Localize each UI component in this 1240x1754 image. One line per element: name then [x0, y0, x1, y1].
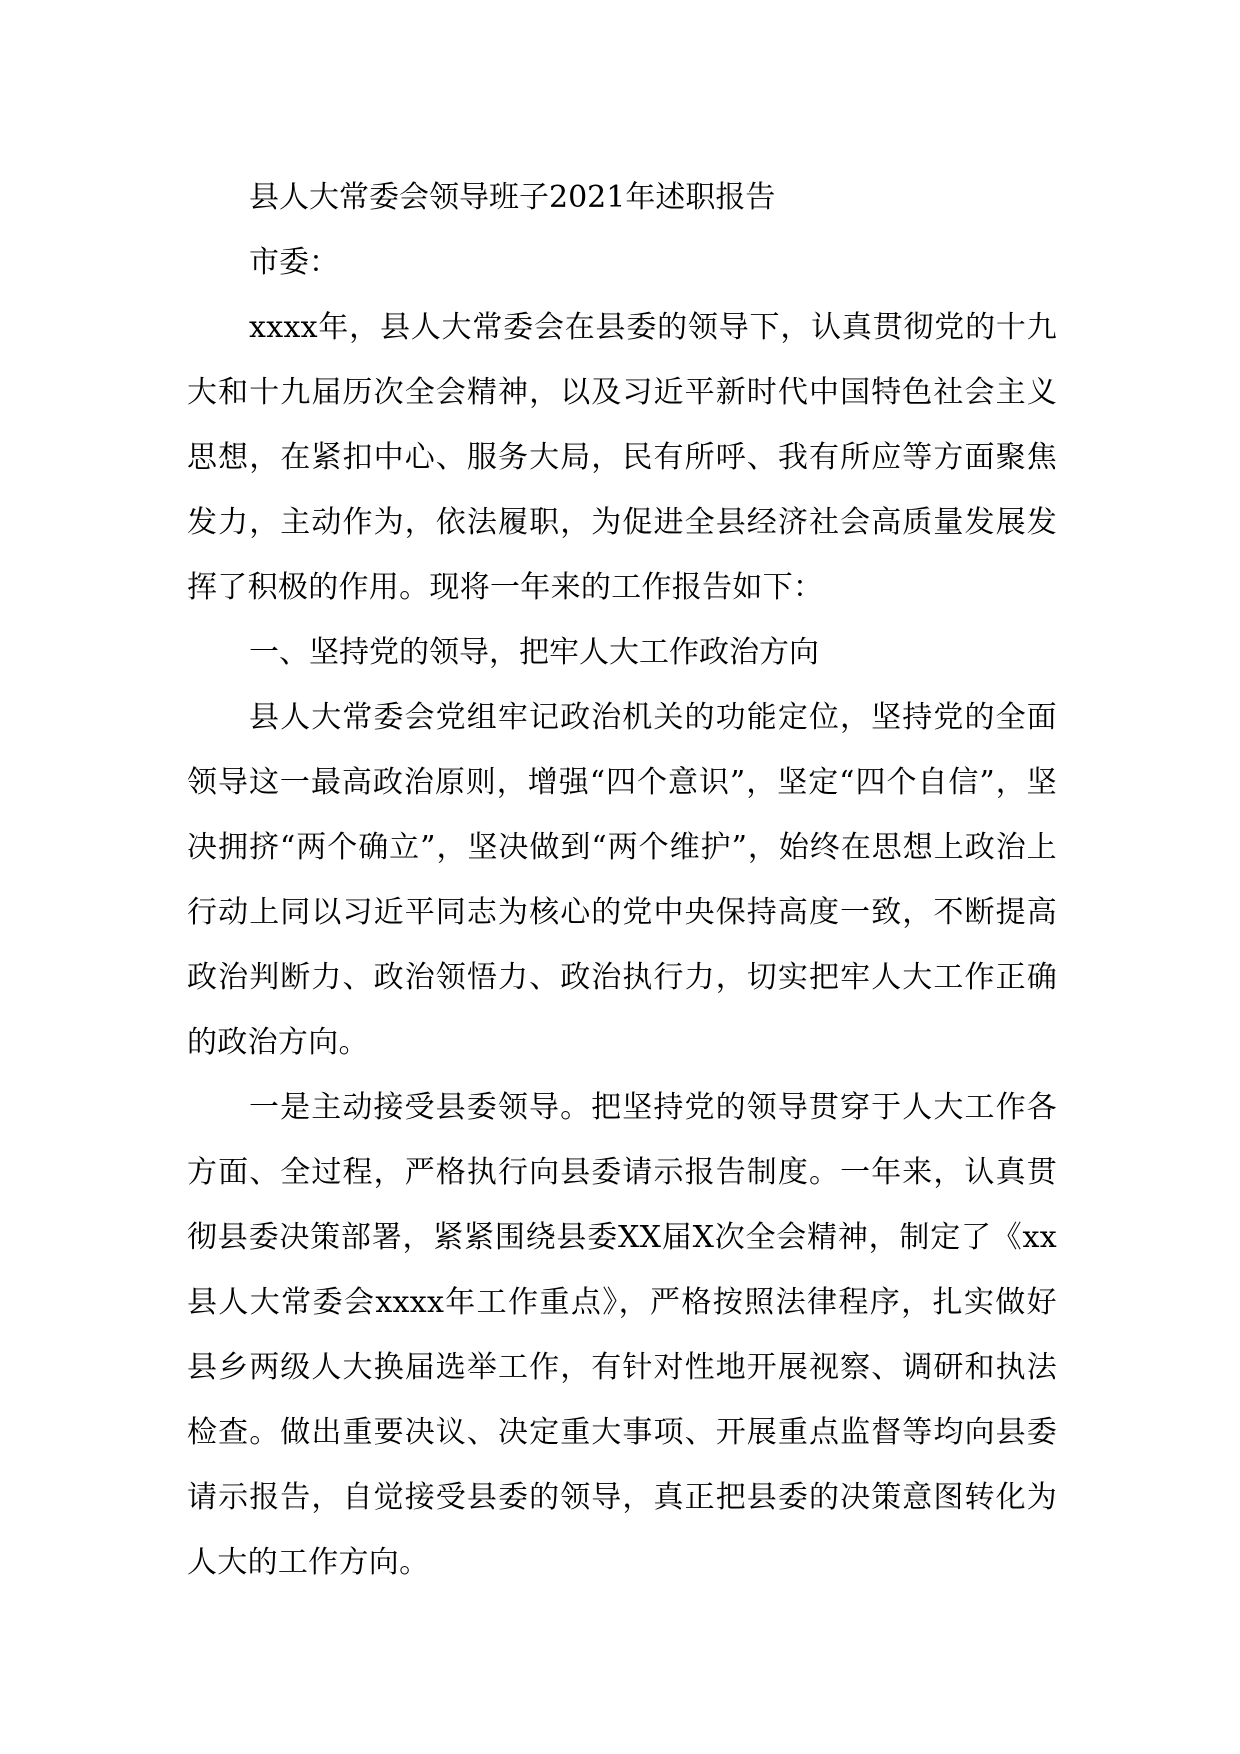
salutation: 市委： [249, 245, 339, 280]
paragraph-section-1: 县人大常委会党组牢记政治机关的功能定位，坚持党的全面领导这一最高政治原则，增强“四个意识”，坚定“四个自信”，坚决拥挤“两个确立”，坚决做到“两个维护”，始终在思想上政治上行动上同以习近平同志为核心的党中央保持高度一致，不断提高政治判断力、政治领悟力、政治执行力，切实把牢人大工作正确的政治方向。 [187, 700, 1057, 1060]
document-title: 县人大常委会领导班子2021年述职报告 [249, 180, 776, 215]
paragraph-intro: xxxx年，县人大常委会在县委的领导下，认真贯彻党的十九大和十九届历次全会精神，以及习近平新时代中国特色社会主义思想，在紧扣中心、服务大局，民有所呼、我有所应等方面聚焦发力，主动作为，依法履职，为促进全县经济社会高质量发展发挥了积极的作用。现将一年来的工作报告如下： [187, 310, 1057, 605]
document-body [187, 165, 1057, 1595]
paragraph-point-1: 一是主动接受县委领导。把坚持党的领导贯穿于人大工作各方面、全过程，严格执行向县委请示报告制度。一年来，认真贯彻县委决策部署，紧紧围绕县委XX届X次全会精神，制定了《xx县人大常委会xxxx年工作重点》，严格按照法律程序，扎实做好县乡两级人大换届选举工作，有针对性地开展视察、调研和执法检查。做出重要决议、决定重大事项、开展重点监督等均向县委请示报告，自觉接受县委的领导，真正把县委的决策意图转化为人大的工作方向。 [187, 1090, 1057, 1580]
section-heading-1: 一、坚持党的领导，把牢人大工作政治方向 [249, 635, 819, 670]
